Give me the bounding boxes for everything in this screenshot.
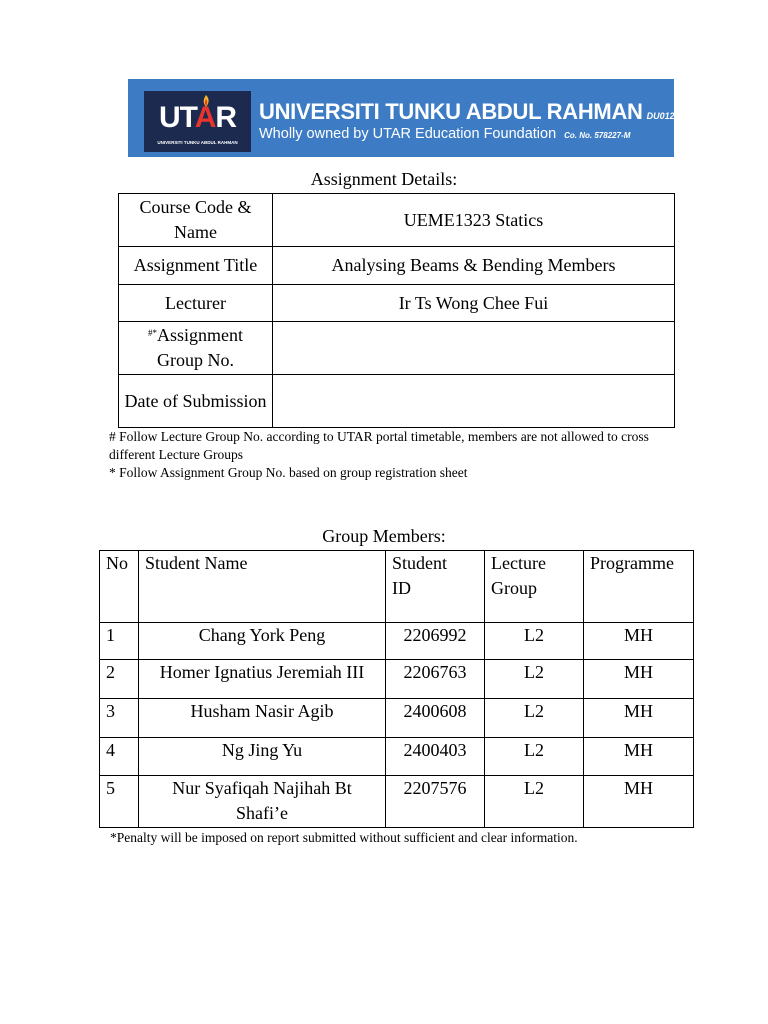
details-value [273, 322, 675, 375]
details-label: Course Code & Name [119, 194, 273, 247]
university-banner [128, 79, 688, 157]
member-group: L2 [485, 776, 584, 828]
member-id: 2400608 [386, 699, 485, 738]
details-value: UEME1323 Statics [273, 194, 675, 247]
details-label [119, 322, 273, 375]
details-row [119, 285, 675, 322]
member-group: L2 [485, 738, 584, 776]
member-name: Ng Jing Yu [139, 738, 386, 776]
logo-subtitle: UNIVERSITI TUNKU ABDUL RAHMAN [157, 140, 238, 145]
member-programme: MH [584, 660, 694, 699]
member-no: 4 [100, 738, 139, 776]
header-student-id: Student ID [386, 551, 485, 623]
table-row [100, 776, 694, 828]
details-label: Date of Submission [119, 375, 273, 428]
group-members-heading: Group Members: [322, 526, 446, 546]
member-name: Husham Nasir Agib [139, 699, 386, 738]
university-name: UNIVERSITI TUNKU ABDUL RAHMAN DU012(A) [259, 99, 688, 124]
member-group: L2 [485, 623, 584, 660]
group-members-table [99, 550, 694, 828]
details-label: Assignment Title [119, 247, 273, 285]
member-name: Nur Syafiqah Najihah Bt Shafi’e [139, 776, 386, 828]
footnote-mark: #* [147, 328, 157, 338]
assignment-details-table [118, 193, 675, 428]
table-row [100, 623, 694, 660]
details-label-text: Assignment Group No. [156, 325, 243, 370]
member-programme: MH [584, 699, 694, 738]
member-id: 2206992 [386, 623, 485, 660]
member-no: 5 [100, 776, 139, 828]
details-value [273, 375, 675, 428]
header-student-name: Student Name [139, 551, 386, 623]
details-label: Lecturer [119, 285, 273, 322]
table-row [100, 738, 694, 776]
member-group: L2 [485, 699, 584, 738]
footnote-assignment-group: * Follow Assignment Group No. based on group registration sheet [109, 465, 468, 480]
header-lecture-group: Lecture Group [485, 551, 584, 623]
members-header-row [100, 551, 694, 623]
utar-logo [144, 91, 251, 152]
details-value: Analysing Beams & Bending Members [273, 247, 675, 285]
details-row [119, 194, 675, 247]
penalty-note: *Penalty will be imposed on report submitted without sufficient and clear information. [110, 830, 578, 845]
member-id: 2206763 [386, 660, 485, 699]
table-row [100, 660, 694, 699]
owned-by-line: Wholly owned by UTAR Education Foundation Co. No. 578227-M [259, 126, 631, 142]
member-name: Homer Ignatius Jeremiah III [139, 660, 386, 699]
company-number: Co. No. 578227-M [564, 131, 631, 140]
member-programme: MH [584, 776, 694, 828]
member-name: Chang York Peng [139, 623, 386, 660]
logo-wordmark: UTAR [158, 101, 237, 134]
member-programme: MH [584, 738, 694, 776]
header-no: No [100, 551, 139, 623]
member-id: 2400403 [386, 738, 485, 776]
details-row [119, 247, 675, 285]
member-group: L2 [485, 660, 584, 699]
assignment-details-heading: Assignment Details: [310, 169, 458, 189]
header-programme: Programme [584, 551, 694, 623]
member-no: 3 [100, 699, 139, 738]
member-id: 2207576 [386, 776, 485, 828]
details-value: Ir Ts Wong Chee Fui [273, 285, 675, 322]
member-no: 1 [100, 623, 139, 660]
member-programme: MH [584, 623, 694, 660]
footnote-lecture-group: # Follow Lecture Group No. according to UTAR portal timetable, members are not allowed to cross different Lecture Groups [109, 429, 649, 462]
university-code: DU012(A) [646, 111, 688, 121]
details-row [119, 375, 675, 428]
member-no: 2 [100, 660, 139, 699]
table-row [100, 699, 694, 738]
details-row [119, 322, 675, 375]
